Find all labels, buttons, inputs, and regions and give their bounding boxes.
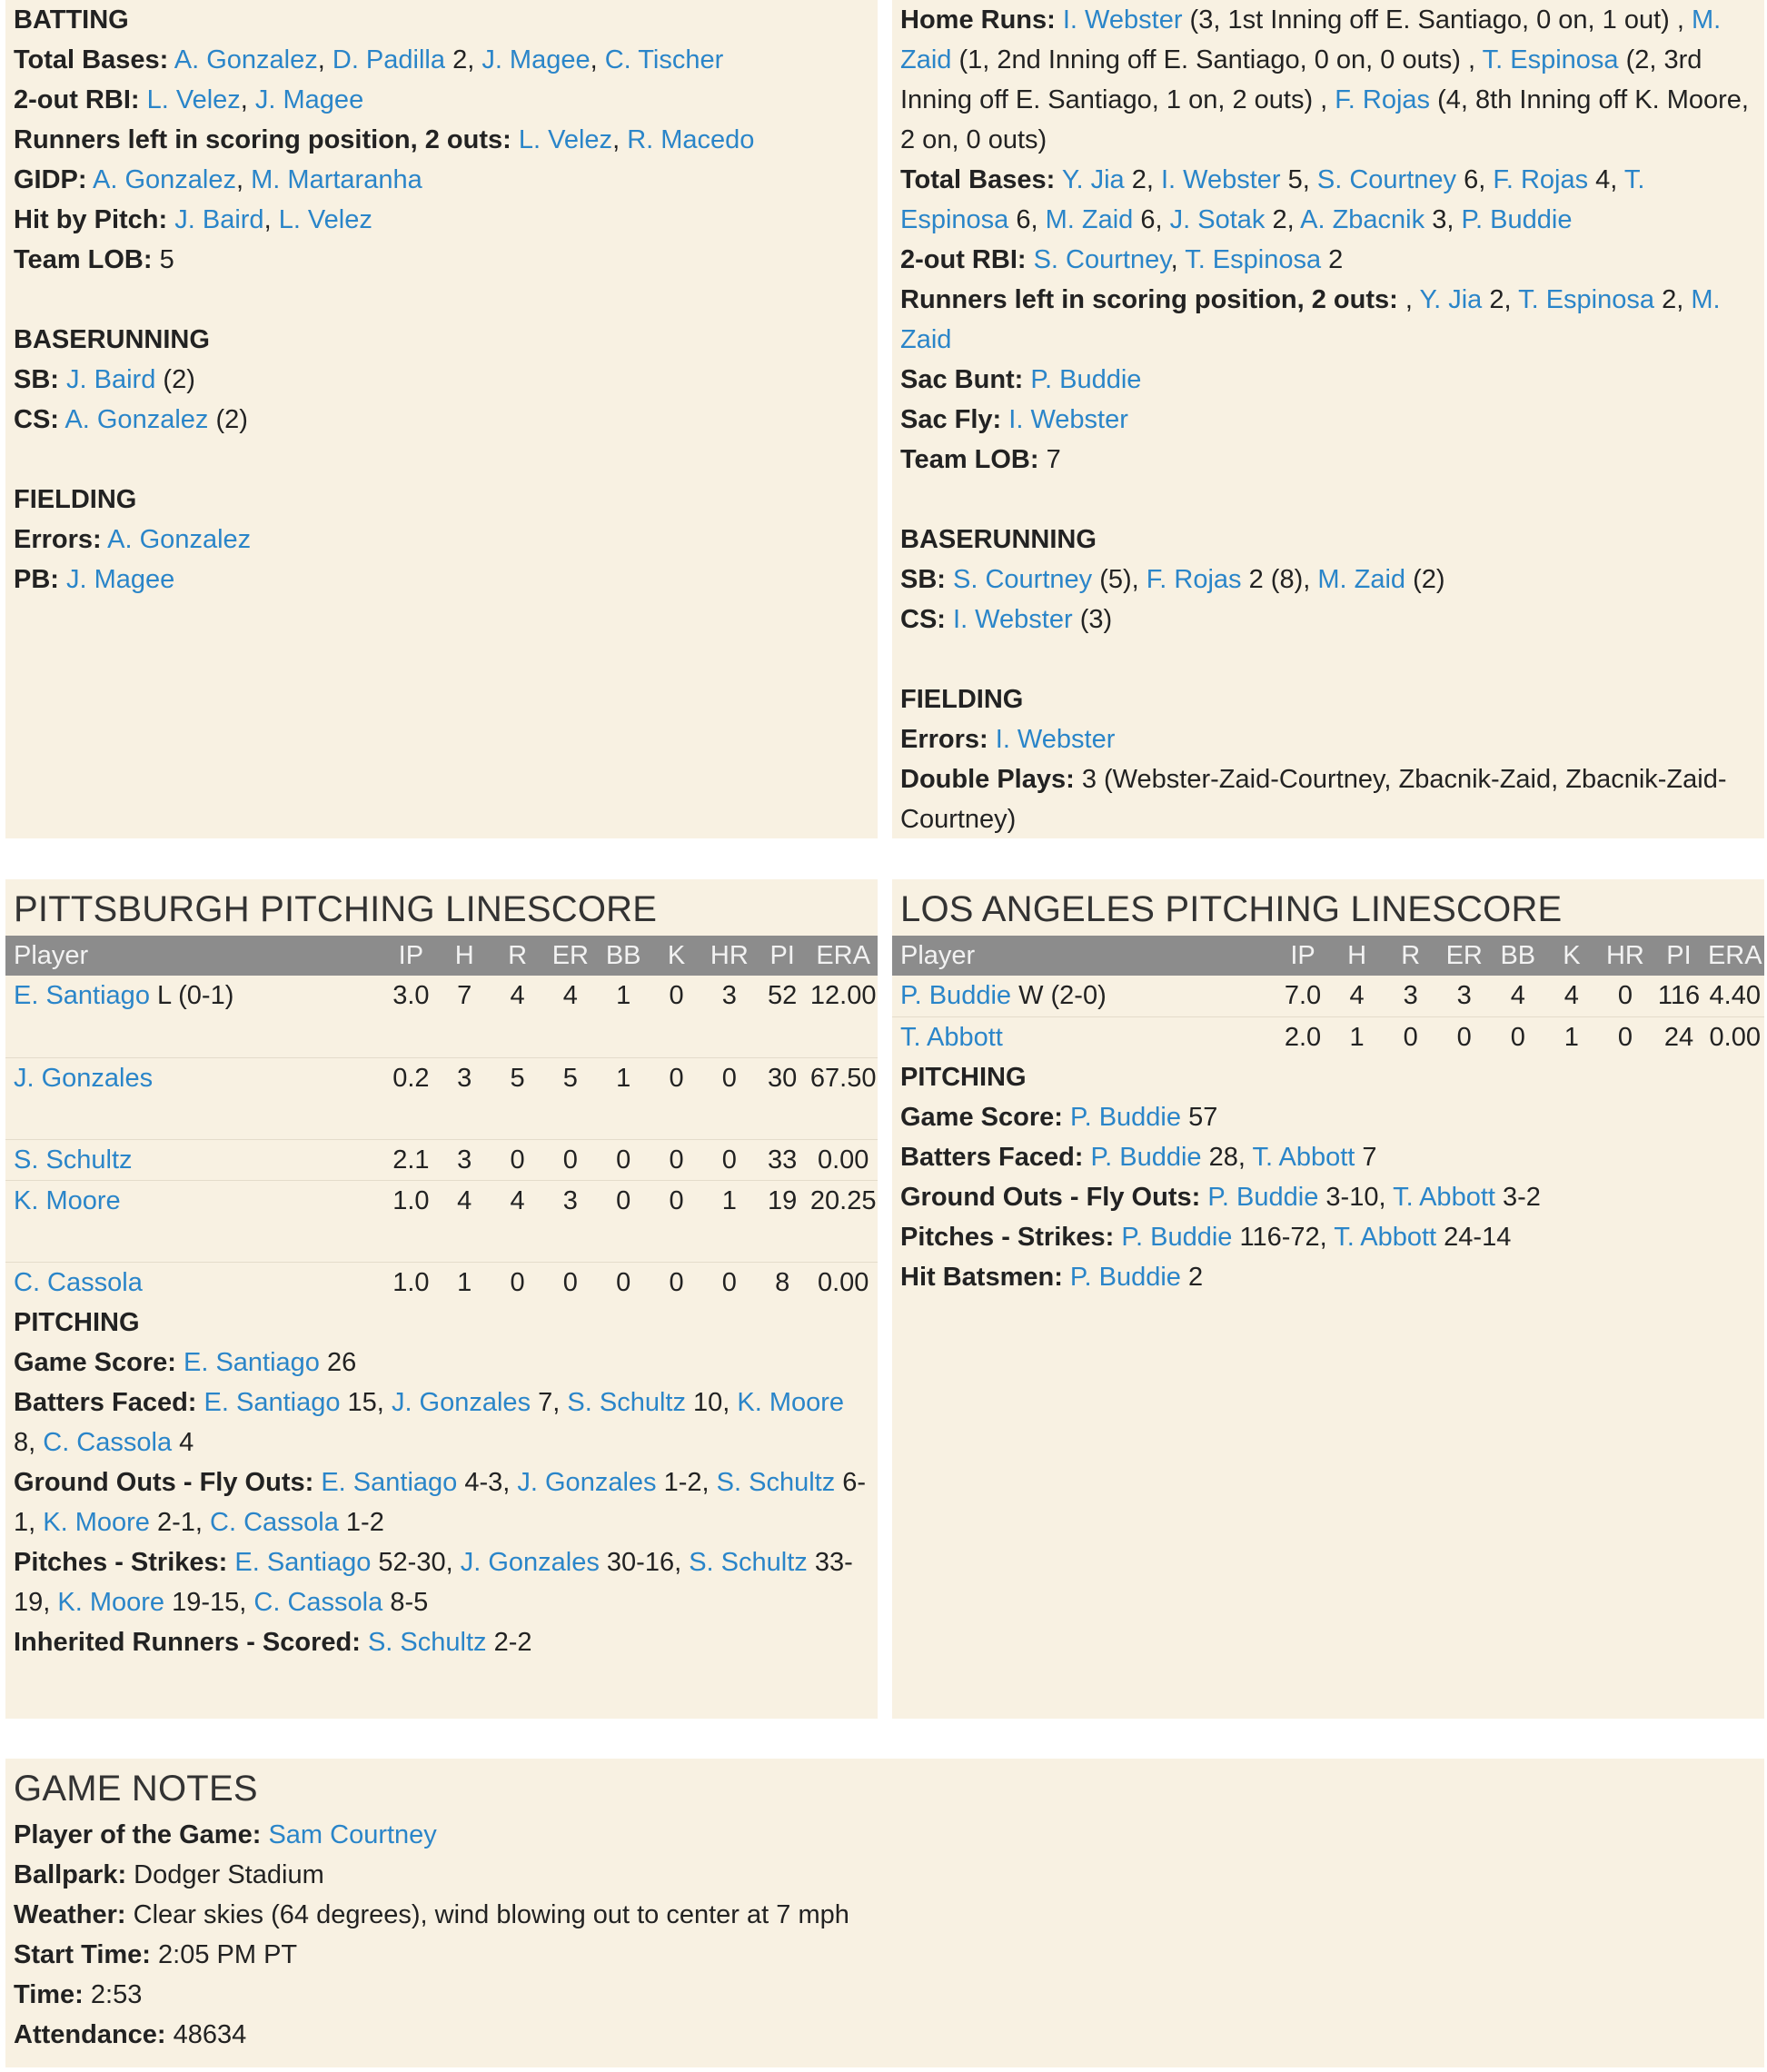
table-row: J. Gonzales 0.2 3 5 5 1 0 0 30 67.50 bbox=[5, 1057, 878, 1139]
player-link[interactable]: P. Buddie bbox=[900, 981, 1012, 1010]
table-header bbox=[5, 936, 878, 976]
column-header[interactable]: BB bbox=[1500, 940, 1536, 970]
player-link[interactable]: T. Abbott bbox=[1334, 1222, 1437, 1252]
player-link[interactable]: I. Webster bbox=[1160, 165, 1281, 194]
team-lob-line: Team LOB: 5 bbox=[14, 245, 174, 274]
game-score-line: Game Score: P. Buddie 57 bbox=[900, 1102, 1218, 1132]
player-link[interactable]: S. Schultz bbox=[716, 1467, 836, 1497]
player-link[interactable]: A. Gonzalez bbox=[174, 45, 318, 74]
player-link[interactable]: Y. Jia bbox=[1061, 165, 1125, 194]
player-link[interactable]: D. Padilla bbox=[332, 45, 445, 74]
player-link[interactable]: J. Gonzales bbox=[391, 1387, 531, 1417]
game-notes-panel bbox=[5, 1759, 1764, 2067]
fielding-heading: FIELDING bbox=[900, 685, 1024, 714]
pb-line: PB: J. Magee bbox=[14, 565, 175, 594]
ground-fly-outs-line: Ground Outs - Fly Outs: P. Buddie 3-10, T. Abbott 3-2 bbox=[900, 1182, 1541, 1212]
start-time-line: Start Time: 2:05 PM PT bbox=[14, 1940, 298, 1969]
player-link[interactable]: P. Buddie bbox=[1461, 205, 1573, 234]
player-link[interactable]: R. Macedo bbox=[627, 125, 755, 154]
sb-line: SB: J. Baird (2) bbox=[14, 365, 195, 394]
player-link[interactable]: K. Moore bbox=[43, 1507, 150, 1537]
column-header[interactable]: ERA bbox=[1707, 940, 1762, 970]
player-link[interactable]: M. Martaranha bbox=[251, 165, 422, 194]
pitching-heading: PITCHING bbox=[900, 1062, 1027, 1092]
player-link[interactable]: J. Baird bbox=[66, 365, 156, 394]
player-link[interactable]: J. Magee bbox=[254, 85, 364, 114]
inherited-runners-line: Inherited Runners - Scored: S. Schultz 2-2 bbox=[14, 1627, 532, 1657]
player-link[interactable]: C. Cassola bbox=[253, 1587, 383, 1617]
pitches-strikes-line: Pitches - Strikes: P. Buddie 116-72, T. Abbott 24-14 bbox=[900, 1222, 1512, 1252]
column-header[interactable]: IP bbox=[1290, 940, 1315, 970]
player-link[interactable]: P. Buddie bbox=[1030, 365, 1142, 394]
player-link[interactable]: S. Schultz bbox=[689, 1547, 808, 1577]
sb-line: SB: S. Courtney (5), F. Rojas 2 (8), M. Zaid (2) bbox=[900, 565, 1445, 594]
pitching-linescore-table bbox=[5, 936, 878, 1303]
hit-batsmen-line: Hit Batsmen: P. Buddie 2 bbox=[900, 1262, 1204, 1292]
cs-line: CS: I. Webster (3) bbox=[900, 605, 1113, 634]
table-row: S. Schultz 2.1 3 0 0 0 0 0 33 0.00 bbox=[5, 1139, 878, 1180]
player-link[interactable]: E. Santiago bbox=[234, 1547, 372, 1577]
batters-faced-line: Batters Faced: E. Santiago 15, J. Gonzales 7, S. Schultz 10, K. Moore 8, C. Cassola 4 bbox=[14, 1387, 845, 1457]
table-row: T. Abbott 2.0 1 0 0 0 1 0 24 0.00 bbox=[900, 1022, 1761, 1052]
los-angeles-pitching-panel bbox=[892, 879, 1764, 1719]
game-time-line: Time: 2:53 bbox=[14, 1980, 143, 2009]
fielding-heading: FIELDING bbox=[14, 485, 137, 514]
player-link[interactable]: A. Gonzalez bbox=[107, 525, 252, 554]
player-link[interactable]: A. Gonzalez bbox=[65, 405, 209, 434]
player-link[interactable]: L. Velez bbox=[146, 85, 241, 114]
baserunning-heading: BASERUNNING bbox=[900, 525, 1097, 554]
weather-line: Weather: Clear skies (64 degrees), wind blowing out to center at 7 mph bbox=[14, 1900, 849, 1929]
pittsburgh-pitching-panel bbox=[5, 879, 878, 1719]
panel-title: PITTSBURGH PITCHING LINESCORE bbox=[14, 889, 658, 929]
table-row: C. Cassola 1.0 1 0 0 0 0 0 8 0.00 bbox=[14, 1267, 869, 1297]
game-score-line: Game Score: E. Santiago 26 bbox=[14, 1347, 357, 1377]
hbp-line: Hit by Pitch: J. Baird, L. Velez bbox=[14, 205, 372, 234]
player-link[interactable]: I. Webster bbox=[1008, 405, 1128, 434]
team-lob-line: Team LOB: 7 bbox=[900, 445, 1061, 474]
player-link[interactable]: P. Buddie bbox=[1090, 1142, 1202, 1172]
column-header[interactable]: K bbox=[667, 940, 686, 970]
player-link[interactable]: T. Abbott bbox=[900, 1022, 1003, 1052]
panel-title: GAME NOTES bbox=[14, 1769, 258, 1809]
total-bases-line: Total Bases: Y. Jia 2, I. Webster 5, S. Courtney 6, F. Rojas 4, T. Espinosa 6, M. Zaid 6, J. Sotak 2, A. Zbacnik 3, P. Buddie bbox=[900, 165, 1645, 234]
column-header[interactable]: PI bbox=[769, 940, 795, 970]
player-link[interactable]: K. Moore bbox=[57, 1587, 165, 1617]
player-link[interactable]: P. Buddie bbox=[1121, 1222, 1233, 1252]
pitching-linescore-table bbox=[892, 936, 1764, 1057]
player-link[interactable]: F. Rojas bbox=[1335, 85, 1431, 114]
batters-faced-line: Batters Faced: P. Buddie 28, T. Abbott 7 bbox=[900, 1142, 1377, 1172]
player-link[interactable]: C. Cassola bbox=[210, 1507, 339, 1537]
column-header[interactable]: HR bbox=[1605, 940, 1644, 970]
player-link[interactable]: T. Abbott bbox=[1393, 1182, 1495, 1212]
los-angeles-stats-panel bbox=[892, 0, 1764, 838]
column-header[interactable]: IP bbox=[398, 940, 424, 970]
player-link[interactable]: C. Cassola bbox=[43, 1427, 173, 1457]
two-out-rbi-line: 2-out RBI: L. Velez, J. Magee bbox=[14, 85, 364, 114]
ground-fly-outs-line: Ground Outs - Fly Outs: E. Santiago 4-3, J. Gonzales 1-2, S. Schultz 6-1, K. Moore 2-1, C. Cassola 1-2 bbox=[14, 1467, 867, 1537]
rlisp-line: Runners left in scoring position, 2 outs: , Y. Jia 2, T. Espinosa 2, M. Zaid bbox=[900, 285, 1721, 354]
column-header[interactable]: BB bbox=[605, 940, 641, 970]
player-link[interactable]: S. Courtney bbox=[1316, 165, 1457, 194]
player-link[interactable]: Sam Courtney bbox=[268, 1820, 437, 1849]
gidp-line: GIDP: A. Gonzalez, M. Martaranha bbox=[14, 165, 422, 194]
player-link[interactable]: I. Webster bbox=[1062, 5, 1183, 35]
player-link[interactable]: M. Zaid bbox=[900, 5, 1722, 74]
sac-fly-line: Sac Fly: I. Webster bbox=[900, 405, 1128, 434]
column-header[interactable]: H bbox=[454, 940, 474, 970]
player-link[interactable]: F. Rojas bbox=[1493, 165, 1589, 194]
player-link[interactable]: I. Webster bbox=[953, 605, 1073, 634]
player-link[interactable]: E. Santiago bbox=[14, 981, 150, 1010]
column-header[interactable]: Player bbox=[900, 940, 976, 970]
player-link[interactable]: P. Buddie bbox=[1069, 1262, 1181, 1292]
column-header[interactable]: ERA bbox=[816, 940, 870, 970]
player-link[interactable]: C. Cassola bbox=[14, 1267, 143, 1297]
pitches-strikes-line: Pitches - Strikes: E. Santiago 52-30, J. Gonzales 30-16, S. Schultz 33-19, K. Moore 19-15, C. Cassola 8-5 bbox=[14, 1547, 853, 1617]
player-link[interactable]: S. Courtney bbox=[1033, 245, 1171, 274]
player-link[interactable]: M. Zaid bbox=[900, 285, 1721, 354]
rlisp-line: Runners left in scoring position, 2 outs: L. Velez, R. Macedo bbox=[14, 125, 755, 154]
table-header bbox=[892, 936, 1764, 976]
player-link[interactable]: M. Zaid bbox=[1317, 565, 1406, 594]
batting-heading: BATTING bbox=[14, 5, 129, 35]
player-link[interactable]: A. Gonzalez bbox=[93, 165, 237, 194]
player-link[interactable]: L. Velez bbox=[518, 125, 613, 154]
player-link[interactable]: Y. Jia bbox=[1419, 285, 1483, 314]
player-link[interactable]: J. Magee bbox=[481, 45, 591, 74]
player-link[interactable]: P. Buddie bbox=[1207, 1182, 1319, 1212]
column-header[interactable]: Player bbox=[14, 940, 89, 970]
player-link[interactable]: E. Santiago bbox=[183, 1347, 320, 1377]
pittsburgh-stats-panel bbox=[5, 0, 878, 838]
player-of-game-line: Player of the Game: Sam Courtney bbox=[14, 1820, 437, 1849]
player-link[interactable]: J. Gonzales bbox=[14, 1063, 154, 1093]
player-link[interactable]: T. Espinosa bbox=[1185, 245, 1322, 274]
attendance-line: Attendance: 48634 bbox=[14, 2020, 247, 2049]
player-link[interactable]: S. Schultz bbox=[567, 1387, 686, 1417]
total-bases-line: Total Bases: A. Gonzalez, D. Padilla 2, J. Magee, C. Tischer bbox=[14, 45, 724, 74]
player-link[interactable]: E. Santiago bbox=[204, 1387, 341, 1417]
player-link[interactable]: J. Baird bbox=[174, 205, 264, 234]
pitching-heading: PITCHING bbox=[14, 1307, 140, 1337]
double-plays-line: Double Plays: 3 (Webster-Zaid-Courtney, Zbacnik-Zaid, Zbacnik-Zaid-Courtney) bbox=[900, 765, 1727, 834]
player-link[interactable]: L. Velez bbox=[278, 205, 372, 234]
panel-title: LOS ANGELES PITCHING LINESCORE bbox=[900, 889, 1563, 929]
column-header[interactable]: PI bbox=[1666, 940, 1692, 970]
column-header[interactable]: R bbox=[1401, 940, 1421, 970]
player-link[interactable]: E. Santiago bbox=[321, 1467, 458, 1497]
player-link[interactable]: J. Gonzales bbox=[460, 1547, 600, 1577]
two-out-rbi-line: 2-out RBI: S. Courtney, T. Espinosa 2 bbox=[900, 245, 1344, 274]
player-link[interactable]: T. Espinosa bbox=[1518, 285, 1654, 314]
column-header[interactable]: K bbox=[1563, 940, 1581, 970]
player-link[interactable]: I. Webster bbox=[995, 725, 1116, 754]
table-row: E. Santiago L (0-1) 3.0 7 4 4 1 0 3 52 12.00 bbox=[5, 976, 878, 1057]
player-link[interactable]: P. Buddie bbox=[1069, 1102, 1182, 1132]
table-row: K. Moore 1.0 4 4 3 0 0 1 19 20.25 bbox=[5, 1180, 878, 1262]
table-row: P. Buddie W (2-0) 7.0 4 3 3 4 4 0 116 4.40 bbox=[892, 976, 1764, 1016]
column-header[interactable]: HR bbox=[710, 940, 749, 970]
player-link[interactable]: T. Abbott bbox=[1252, 1142, 1355, 1172]
home-runs-line: Home Runs: I. Webster (3, 1st Inning off E. Santiago, 0 on, 1 out) , M. Zaid (1, 2nd Inning off E. Santiago, 0 on, 0 outs) , T. Espinosa (2, 3rd Inning off E. Santiago, 1 on, 2 outs) , F. Rojas (4, 8th Inning off K. Moore, 2 on, 0 outs) bbox=[900, 5, 1749, 154]
player-link[interactable]: K. Moore bbox=[14, 1185, 121, 1215]
baserunning-heading: BASERUNNING bbox=[14, 325, 210, 354]
player-link[interactable]: F. Rojas bbox=[1146, 565, 1242, 594]
cs-line: CS: A. Gonzalez (2) bbox=[14, 405, 248, 434]
player-link[interactable]: J. Magee bbox=[66, 565, 175, 594]
player-link[interactable]: S. Courtney bbox=[953, 565, 1093, 594]
sac-bunt-line: Sac Bunt: P. Buddie bbox=[900, 365, 1142, 394]
errors-line: Errors: A. Gonzalez bbox=[14, 525, 252, 554]
errors-line: Errors: I. Webster bbox=[900, 725, 1116, 754]
ballpark-line: Ballpark: Dodger Stadium bbox=[14, 1860, 324, 1889]
player-link[interactable]: J. Sotak bbox=[1169, 205, 1266, 234]
column-header[interactable]: ER bbox=[551, 940, 590, 970]
player-link[interactable]: S. Schultz bbox=[14, 1145, 133, 1175]
player-link[interactable]: C. Tischer bbox=[604, 45, 724, 74]
column-header[interactable]: R bbox=[508, 940, 528, 970]
player-link[interactable]: S. Schultz bbox=[367, 1627, 487, 1657]
player-link[interactable]: K. Moore bbox=[737, 1387, 845, 1417]
column-header[interactable]: H bbox=[1347, 940, 1367, 970]
player-link[interactable]: M. Zaid bbox=[1045, 205, 1134, 234]
player-link[interactable]: T. Espinosa bbox=[1482, 45, 1619, 74]
column-header[interactable]: ER bbox=[1445, 940, 1483, 970]
player-link[interactable]: J. Gonzales bbox=[517, 1467, 657, 1497]
player-link[interactable]: A. Zbacnik bbox=[1300, 205, 1425, 234]
player-link[interactable]: T. Espinosa bbox=[900, 165, 1645, 234]
